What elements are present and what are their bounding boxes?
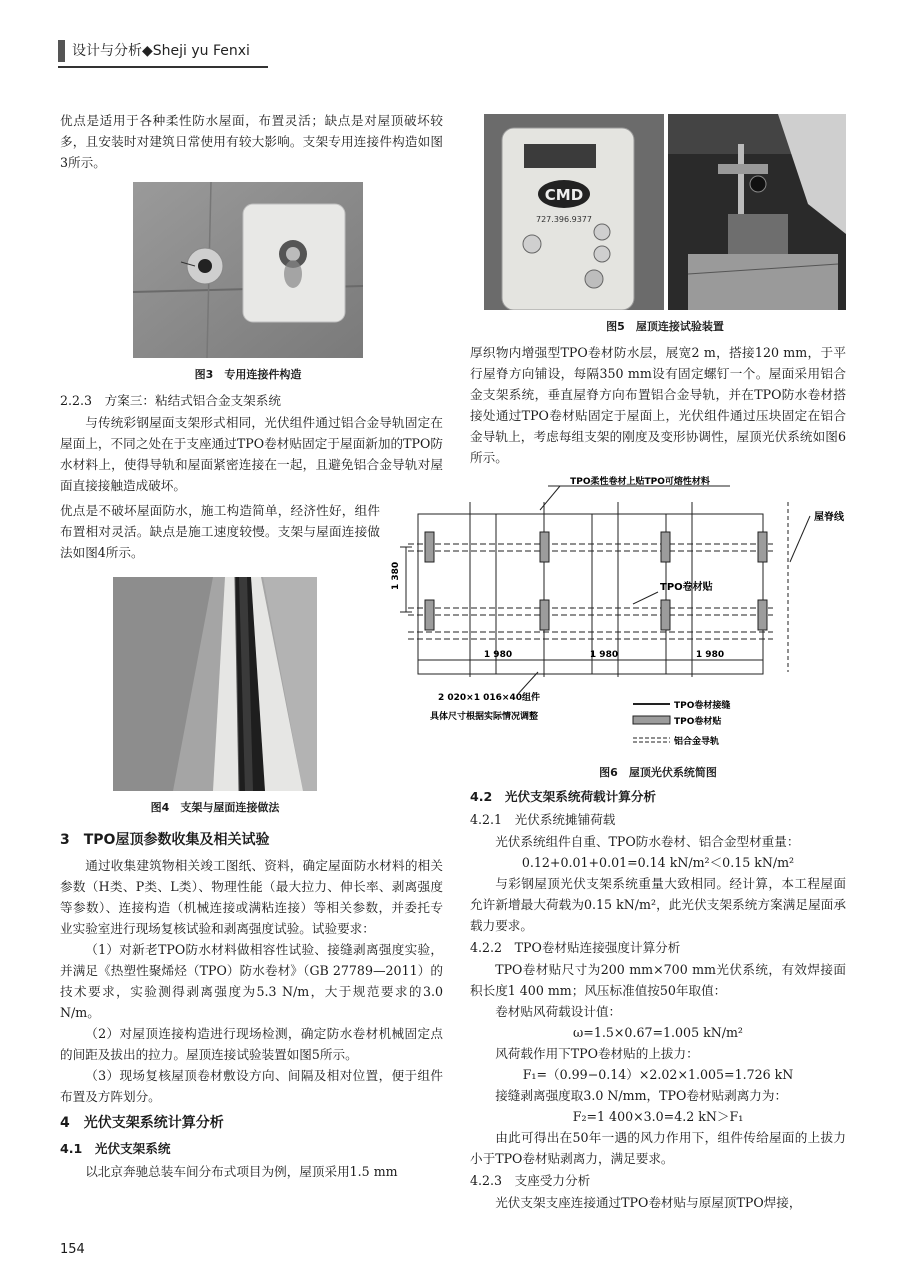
dim-horizontal-2: 1 980 [589,650,619,660]
header-rule [58,66,268,68]
right-col-top [470,342,846,468]
page-number: 154 [60,1242,85,1257]
paragraph: 优点是不破坏屋面防水，施工构造简单，经济性好，组件布置相对灵活。缺点是施工速度较慢。支架与屋面连接做法如图4所示。 [60,503,380,560]
paragraph: 与彩钢屋顶光伏支架系统重量大致相同。经计算，本工程屋面允许新增最大荷载为0.15 kN/m²，此光伏支架系统方案满足屋面承载力要求。 [470,876,846,933]
figure-6-caption: 图6 屋顶光伏系统简图 [599,766,717,779]
module-note-2: 具体尺寸根据实际情况调整 [430,712,539,722]
running-header [58,38,878,68]
paragraph: 由此可得出在50年一遇的风力作用下，组件传给屋面的上拔力小于TPO卷材贴剥离力，满足要求。 [470,1130,846,1166]
meter-phone: 727.396.9377 [536,215,592,224]
paragraph: 光伏支架支座连接通过TPO卷材贴与原屋顶TPO焊接， [495,1195,802,1210]
subsection-heading-2-2-3: 2.2.3 方案三：粘结式铝合金支架系统 [60,393,281,408]
paragraph: 以北京奔驰总装车间分布式项目为例，屋顶采用1.5 mm [85,1164,398,1179]
paragraph: （3）现场复核屋顶卷材敷设方向、间隔及相对位置，便于组件布置及方阵划分。 [60,1068,443,1104]
meter-brand-logo: CMD [544,186,584,204]
right-col-bottom [470,784,846,1213]
equation-4: F₂=1 400×3.0=4.2 kN＞F₁ [572,1109,744,1124]
figure-5-photo-test-rig [668,114,846,310]
subsection-heading-4-2-2: 4.2.2 TPO卷材贴连接强度计算分析 [470,940,681,955]
figure-5-photo-meter [484,114,664,310]
subsection-heading-4-2-3: 4.2.3 支座受力分析 [470,1173,591,1188]
subsection-heading-4-2: 4.2 光伏支架系统荷载计算分析 [470,789,657,804]
figure-5-caption: 图5 屋顶连接试验装置 [606,320,724,333]
paragraph: （1）对新老TPO防水材料做相容性试验、接缝剥离强度实验，并满足《热塑性聚烯烃（TPO）防水卷材》（GB 27789—2011）的技术要求，实验测得剥离强度为5.3 N/m，大于规范要求的3.0 N/m。 [60,942,443,1020]
left-col-mid2 [60,500,380,563]
paragraph: 厚织物内增强型TPO卷材防水层，展宽2 m，搭接120 mm，于平行屋脊方向铺设，每隔350 mm设有固定螺钉一个。屋面采用铝合金支架系统，垂直屋脊方向布置铝合金导轨，并在TPO防水卷材搭接处通过TPO卷材贴固定于屋面上，光伏组件通过压块固定在铝合金导轨上，考虑每组支架的刚度及变形协调性，屋顶光伏系统如图6所示。 [470,345,846,465]
paragraph: 与传统彩钢屋面支架形式相同，光伏组件通过铝合金导轨固定在屋面上，不同之处在于支座通过TPO卷材贴固定于屋面新加的TPO防水材料上，使得导轨和屋面紧密连接在一起，且避免铝合金导轨对屋面直接接触造成破坏。 [60,415,443,493]
figure-6-diagram [378,472,846,760]
equation-3: F₁=（0.99−0.14）×2.02×1.005=1.726 kN [522,1067,794,1082]
ridge-label: 屋脊线 [814,512,844,523]
legend-patch: TPO卷材贴 [674,717,722,727]
header-title: 设计与分析◆Sheji yu Fenxi [72,43,250,59]
subsection-heading-4-2-1: 4.2.1 光伏系统摊铺荷载 [470,812,616,827]
paragraph: 卷材贴风荷载设计值： [495,1004,622,1019]
equation-1: 0.12+0.01+0.01=0.14 kN/m²＜0.15 kN/m² [521,855,795,870]
header-bar [58,40,65,62]
paragraph: 风荷载作用下TPO卷材贴的上拔力： [495,1046,699,1061]
left-col-bottom [60,824,443,1182]
paragraph: 通过收集建筑物相关竣工图纸、资料，确定屋面防水材料的相关参数（H类、P类、L类）、物理性能（最大拉力、伸长率、剥离强度等参数）、连接构造（机械连接或满粘连接）等相关参数，并委托专业实验室进行现场复核试验和剥离强度试验。试验要求： [60,858,443,936]
top-label: TPO柔性卷材上贴TPO可熔性材料 [570,477,710,487]
section-heading-4: 4 光伏支架系统计算分析 [60,1115,224,1131]
paragraph: TPO卷材贴尺寸为200 mm×700 mm光伏系统，有效焊接面积长度1 400 mm；风压标准值按50年取值： [470,962,846,998]
legend-seam: TPO卷材接缝 [674,701,731,711]
dim-horizontal-1: 1 980 [483,650,513,660]
paragraph: 接缝剥离强度取3.0 N/mm，TPO卷材贴剥离力为： [495,1088,788,1103]
subsection-heading-4-1: 4.1 光伏支架系统 [60,1141,171,1156]
figure-4-caption: 图4 支架与屋面连接做法 [150,801,280,814]
dim-vertical: 1 380 [391,561,401,590]
paragraph: 优点是适用于各种柔性防水屋面，布置灵活；缺点是对屋顶破坏较多，且安装时对建筑日常使用有较大影响。支架专用连接件构造如图3所示。 [60,113,443,170]
module-note-1: 2 020×1 016×40组件 [438,693,540,703]
figure-3-photo [133,182,363,358]
dim-horizontal-3: 1 980 [695,650,725,660]
legend-rail: 铝合金导轨 [674,737,720,747]
tpo-patch-label: TPO卷材贴 [660,582,713,593]
paragraph: （2）对屋顶连接构造进行现场检测，确定防水卷材机械固定点的间距及拔出的拉力。屋顶连接试验装置如图5所示。 [60,1026,443,1062]
section-heading-3: 3 TPO屋顶参数收集及相关试验 [60,832,270,848]
figure-3-caption: 图3 专用连接件构造 [194,368,302,381]
paragraph: 光伏系统组件自重、TPO防水卷材、铝合金型材重量： [495,834,800,849]
figure-4-photo [113,577,317,791]
left-col-top [60,110,443,173]
equation-2: ω=1.5×0.67=1.005 kN/m² [573,1025,743,1040]
